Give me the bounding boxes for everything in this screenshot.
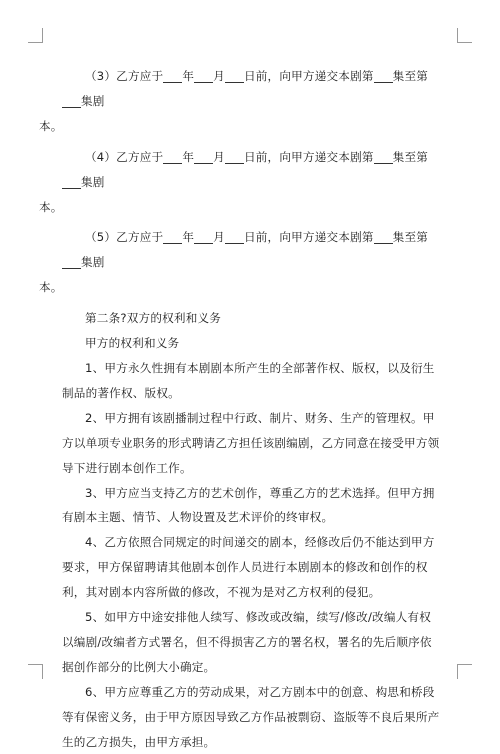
clause-text: 月 [213,230,225,245]
crop-mark-top-left [28,28,43,43]
clause-3 [39,64,440,139]
clause-text: （3）乙方应于 [85,69,164,83]
paragraph-2: 2、甲方拥有该剧播制过程中行政、制片、财务、生产的管理权。甲方以单项专业职务的形式聘请乙方担任该剧编剧，乙方同意在接受甲方领导下进行剧本创作工作。 [62,410,440,475]
blank-field [194,70,213,83]
blank-field [374,70,393,83]
blank-field [62,176,81,189]
clause-text: 月 [213,149,225,164]
blank-field [225,232,244,245]
blank-field [374,151,393,164]
clause-text: 集剧 [81,174,105,189]
section-title: 甲方的权利和义务 [85,336,180,351]
clause-text: 年 [182,230,195,245]
clause-text: （5）乙方应于 [85,230,164,245]
clause-text: 年 [182,149,195,164]
blank-field [163,232,182,245]
blank-field [225,151,244,164]
clause-text: 集至第 [392,69,429,83]
blank-field [163,70,182,83]
clause-text: 日前，向甲方递交本剧第 [243,149,374,164]
clause-text: 日前，向甲方递交本剧第 [243,69,374,83]
clause-text: 年 [182,69,195,83]
document-body [39,64,440,754]
clause-text: （4）乙方应于 [85,149,164,164]
paragraph-5: 5、如甲方中途安排他人续写、修改或改编，续写/修改/改编人有权以编剧/改编者方式署名，但不得损害乙方的署名权，署名的先后顺序依据创作部分的比例大小确定。 [62,610,432,674]
blank-field [374,232,393,245]
blank-field [62,257,81,270]
clause-text: 本。 [39,199,63,214]
clause-text: 集剧 [81,93,105,108]
blank-field [163,151,182,164]
clause-text: 集至第 [392,230,429,245]
article-title: 第二条?双方的权利和义务 [85,311,222,326]
blank-field [62,95,81,108]
clause-5 [39,225,440,300]
paragraph-1: 1、甲方永久性拥有本剧剧本所产生的全部著作权、版权，以及衍生制品的著作权、版权。 [62,360,435,400]
blank-field [225,70,244,83]
clause-text: 本。 [39,280,63,295]
crop-mark-bottom-left [28,664,43,679]
crop-mark-top-right [457,28,472,43]
crop-mark-bottom-right [457,664,472,679]
paragraph-3: 3、甲方应当支持乙方的艺术创作，尊重乙方的艺术选择。但甲方拥有剧本主题、情节、人物设置及艺术评价的终审权。 [62,485,435,525]
blank-field [194,232,213,245]
clause-4 [39,145,440,220]
blank-field [194,151,213,164]
clause-text: 集剧 [81,255,105,270]
paragraph-6: 6、甲方应尊重乙方的劳动成果，对乙方剧本中的创意、构思和桥段等有保密义务，由于甲方原因导致乙方作品被剽窃、盗版等不良后果所产生的乙方损失，由甲方承担。 [62,684,440,749]
clause-text: 月 [213,69,225,83]
clause-text: 本。 [39,118,63,133]
paragraph-4: 4、乙方依照合同规定的时间递交的剧本，经修改后仍不能达到甲方要求，甲方保留聘请其他剧本创作人员进行本剧剧本的修改和创作的权利，其对剧本内容所做的修改，不视为是对乙方权利的侵犯。 [62,535,435,600]
clause-text: 日前，向甲方递交本剧第 [243,230,374,245]
clause-text: 集至第 [392,149,429,164]
